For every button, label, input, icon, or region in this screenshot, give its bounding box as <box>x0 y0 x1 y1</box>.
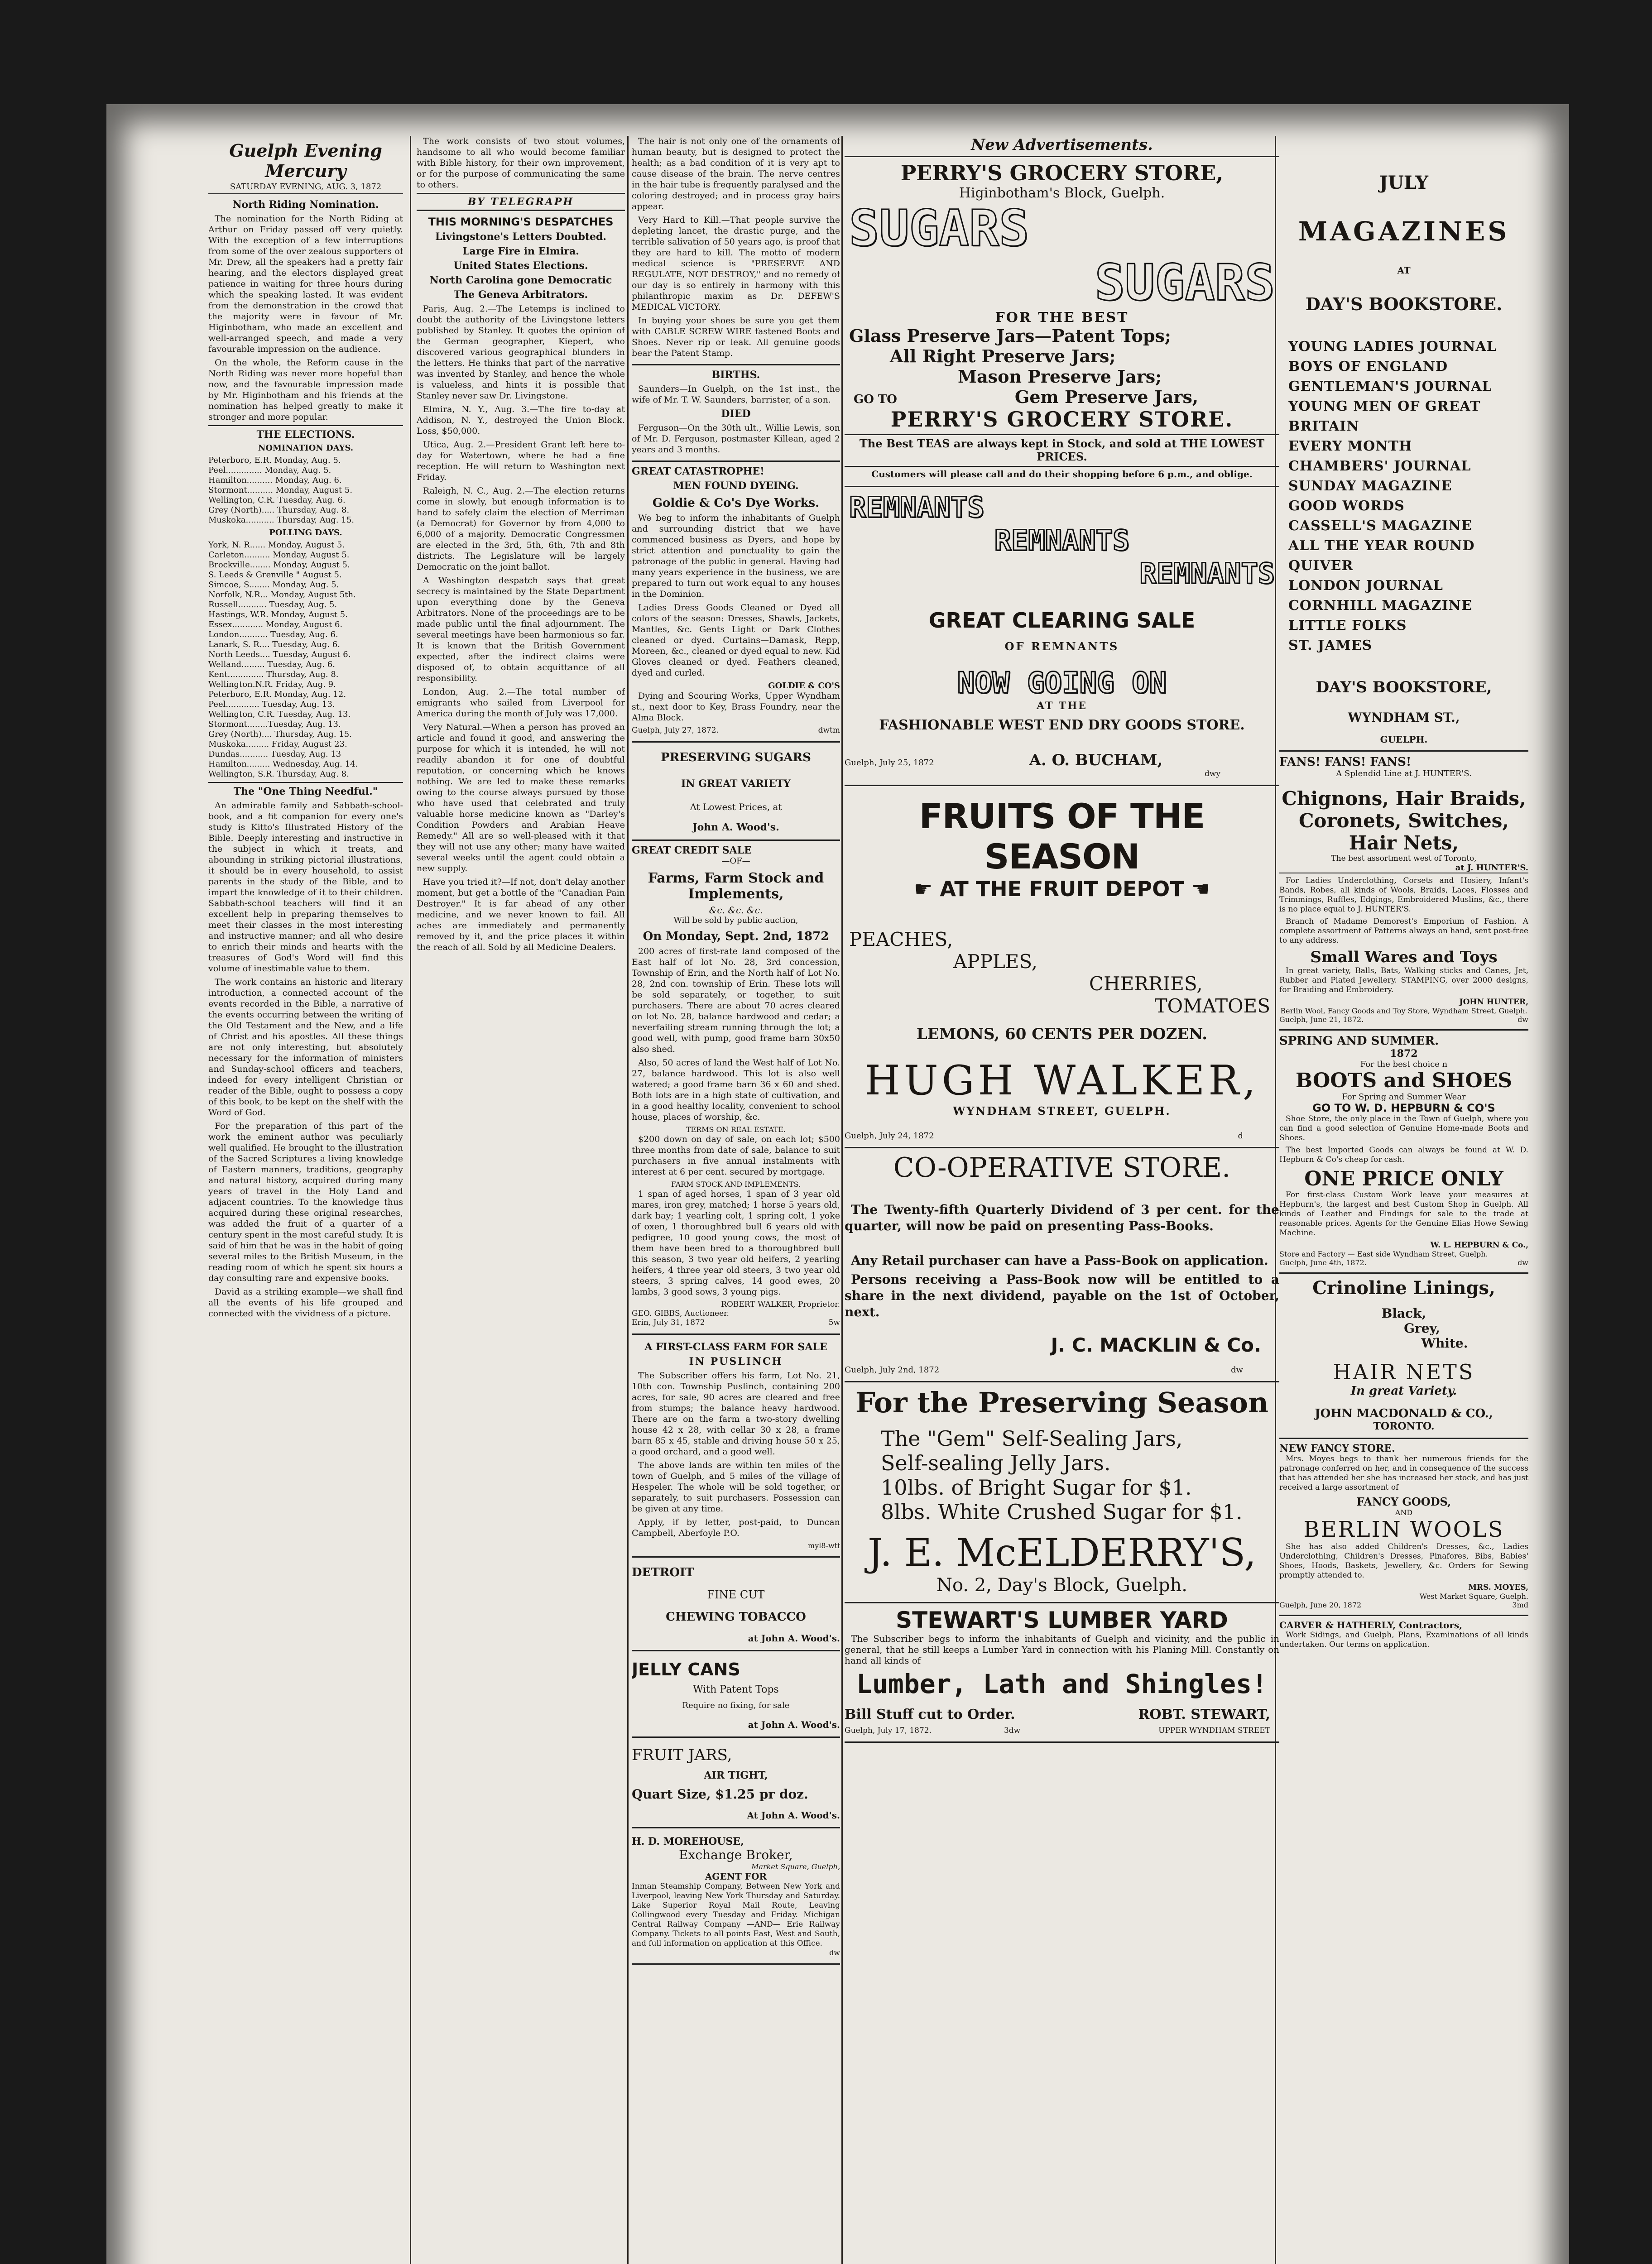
elections-heading: THE ELECTIONS. <box>208 425 403 441</box>
credit-terms: TERMS ON REAL ESTATE. <box>686 1125 786 1134</box>
hunter-address: Berlin Wool, Fancy Goods and Toy Store, Wyndham Street, Guelph. <box>1280 1007 1527 1015</box>
moyes-code: 3md <box>1512 1601 1528 1609</box>
nomination-day-item: Peel.............. Monday, Aug. 5. <box>208 465 331 475</box>
polling-day-item: North Leeds.... Tuesday, August 6. <box>208 650 351 659</box>
credit-farms: Farms, Farm Stock and Implements, <box>648 870 824 902</box>
stewart-heading: STEWART'S LUMBER YARD <box>896 1607 1228 1633</box>
going-on: NOW GOING ON <box>957 667 1167 700</box>
death-notice: Ferguson—On the 30th ult., Willie Lewis, son of Mr. D. Ferguson, postmaster Killean, aged 2 years and 3 months. <box>632 423 840 455</box>
cherries: CHERRIES, <box>1089 973 1203 995</box>
right-jars: All Right Preserve Jars; <box>890 346 1116 366</box>
credit-paragraph: $200 down on day of sale, on each lot; $500 three months from date of sale, balance to suit purchasers in five annual instalments with interest at 6 per cent. secured by mortgage. <box>632 1134 840 1177</box>
moyes-ad <box>1279 1438 1528 1609</box>
gem-jars: Gem Preserve Jars, <box>1014 387 1199 407</box>
jars-size: Quart Size, $1.25 pr doz. <box>632 1787 808 1802</box>
birth-notice: Saunders—In Guelph, on the 1st inst., the wife of Mr. T. W. Saunders, barrister, of a son. <box>632 384 840 405</box>
moyes-signature: MRS. MOYES, <box>1468 1583 1528 1592</box>
credit-heading: GREAT CREDIT SALE <box>632 844 752 856</box>
jelly-jars-line: Self-sealing Jelly Jars. <box>881 1451 1111 1475</box>
clearing-sale: GREAT CLEARING SALE <box>928 608 1196 633</box>
magazine-item: LITTLE FOLKS <box>1288 618 1407 633</box>
fruits-ad <box>845 786 1279 1148</box>
sugars-ad <box>632 743 840 841</box>
jelly-tops: With Patent Tops <box>693 1684 779 1695</box>
grey: Grey, <box>1404 1321 1440 1336</box>
toronto: TORONTO. <box>1373 1420 1435 1432</box>
polling-day-item: Hamilton......... Wednesday, Aug. 14. <box>208 759 358 769</box>
coop-heading: CO-OPERATIVE STORE. <box>893 1152 1231 1184</box>
nomination-day-item: Peterboro, E.R. Monday, Aug. 5. <box>208 456 341 465</box>
fans-line: A Splendid Line at J. HUNTER'S. <box>1336 769 1472 778</box>
polling-day-item: Grey (North).... Thursday, Aug. 15. <box>208 729 352 739</box>
nomination-days-list <box>208 456 403 525</box>
news-paragraph: Have you tried it?—If not, don't delay another moment, but get a bottle of the "Canadian Pain Destroyer." It is far ahead of any other medicine, and we never known to fail. All aches are immediately and permanently removed by it, and the price places it within the reach of all. Sold by all Medicine Dealers. <box>417 877 625 952</box>
needful-paragraph: David as a striking example—we shall find all the events of his life grouped and connected with the vividness of a picture. <box>208 1287 403 1319</box>
polling-days-list <box>208 540 403 779</box>
morehouse-name: H. D. MOREHOUSE, <box>632 1836 744 1847</box>
polling-day-item: Peterboro, E.R. Monday, Aug. 12. <box>208 690 346 699</box>
births-heading: BIRTHS. <box>632 364 840 381</box>
column-rule <box>410 136 411 2264</box>
lemons: LEMONS, 60 CENTS PER DOZEN. <box>916 1025 1208 1043</box>
preserving-ad <box>845 1382 1279 1603</box>
macklin-date: Guelph, July 2nd, 1872 <box>845 1365 940 1375</box>
for-the-best: FOR THE BEST <box>995 310 1129 326</box>
magazines-heading: MAGAZINES <box>1298 216 1510 247</box>
magazine-list <box>1279 337 1528 656</box>
morehouse-place: Market Square, Guelph, <box>751 1862 840 1871</box>
credit-code: 5w <box>828 1318 840 1327</box>
magazine-item: GOOD WORDS <box>1288 498 1405 514</box>
news-paragraph: Elmira, N. Y., Aug. 3.—The fire to-day at Addison, N. Y., destroyed the Union Block. Loss, $50,000. <box>417 404 625 436</box>
polling-day-item: S. Leeds & Grenville " August 5. <box>208 570 342 580</box>
stewart-signature: ROBT. STEWART, <box>1138 1707 1270 1722</box>
of-remnants: OF REMNANTS <box>1004 640 1119 653</box>
polling-day-item: York, N. R...... Monday, August 5. <box>208 540 345 550</box>
berlin-wools: BERLIN WOOLS <box>1303 1517 1504 1542</box>
crushed-sugar-line: 8lbs. White Crushed Sugar for $1. <box>881 1500 1243 1524</box>
moyes-address: West Market Square, Guelph. <box>1419 1592 1528 1601</box>
hepburn-code: dw <box>1518 1258 1528 1267</box>
column-4 <box>845 136 1279 1743</box>
detroit-d: DETROIT <box>632 1566 694 1579</box>
bucham-name: A. O. BUCHAM, <box>1029 751 1163 769</box>
at-the: AT THE <box>1037 700 1087 712</box>
magazine-item: CASSELL'S MAGAZINE <box>1288 518 1472 534</box>
go-to: GO TO <box>854 393 897 406</box>
stewart-date: Guelph, July 17, 1872. <box>845 1726 932 1735</box>
sugars-prices: At Lowest Prices, at <box>690 801 782 812</box>
headline: Livingstone's Letters Doubted. <box>435 231 607 243</box>
sugars-wood: John A. Wood's. <box>692 821 779 833</box>
farm-place: IN PUSLINCH <box>689 1356 783 1367</box>
polling-day-item: Kent.............. Thursday, Aug. 8. <box>208 670 339 679</box>
magazines-at: AT <box>1397 265 1411 276</box>
nomination-day-item: Hamilton.......... Monday, Aug. 6. <box>208 475 342 485</box>
farm-apply: Apply, if by letter, post-paid, to Duncan Campbell, Aberfoyle P.O. <box>632 1517 840 1538</box>
at-hunter: at J. HUNTER'S. <box>1455 863 1528 873</box>
macklin-code: dw <box>1231 1365 1243 1375</box>
column-5 <box>1279 136 1528 1652</box>
jars-air: AIR TIGHT, <box>704 1770 768 1781</box>
goldie-date: Guelph, July 27, 1872. <box>632 726 719 735</box>
fancy-goods: FANCY GOODS, <box>1356 1495 1451 1508</box>
jelly-heading: JELLY CANS <box>632 1660 740 1679</box>
magazine-item: LONDON JOURNAL <box>1288 578 1443 594</box>
coop-paragraph: The Twenty-fifth Quarterly Dividend of 3 per cent. for the quarter, will now be paid on presenting Pass-Books. <box>845 1202 1279 1233</box>
news-paragraph: London, Aug. 2.—The total number of emigrants who sailed from Liverpool for America during the month of July was 17,000. <box>417 687 625 719</box>
macklin-name: J. C. MACKLIN & Co. <box>1051 1334 1261 1356</box>
polling-day-item: Wellington, S.R. Thursday, Aug. 8. <box>208 769 349 779</box>
farm-sale-ad <box>632 1335 840 1558</box>
july-heading: JULY <box>1379 172 1428 193</box>
catastrophe-heading: GREAT CATASTROPHE! <box>632 465 764 477</box>
best-assortment: The best assortment west of Toronto, <box>1331 854 1477 863</box>
polling-day-item: Muskoka......... Friday, August 23. <box>208 739 347 749</box>
tomatoes: TOMATOES <box>1154 995 1270 1017</box>
bucham-code: dwy <box>1204 769 1220 778</box>
berlin-paragraph: She has also added Children's Dresses, &c., Ladies Underclothing, Children's Dresses, Pinafores, Bibs, Babies' Shoes, Hoods, Baskets, Jewellery, &c. Orders for Sewing promptly attended to. <box>1279 1542 1528 1580</box>
polling-day-item: Welland......... Tuesday, Aug. 6. <box>208 660 335 669</box>
farm-code: myl8-wtf <box>808 1541 840 1550</box>
lumber-line: Lumber, Lath and Shingles! <box>856 1669 1268 1699</box>
coronets: Coronets, Switches, <box>1298 810 1509 832</box>
nomination-day-item: Muskoka........... Thursday, Aug. 15. <box>208 515 354 525</box>
credit-paragraph: 1 span of aged horses, 1 span of 3 year old mares, iron grey, matched; 1 horse 5 years old, dark bay; 1 yearling colt, 1 spring colt, 1 yoke of oxen, 1 thoroughbred bull 6 years old with pedigree, 10 good young cows, the most of them have been bred to a thoroughbred bull this season, 3 two year old heifers, 2 yearling heifers, 4 three year old steers, 3 two year old steers, 3 spring calves, 14 good ewes, 20 lambs, 3 good sows, 3 young pigs. <box>632 1189 840 1297</box>
kill-paragraph: Very Hard to Kill.—That people survive the depleting lancet, the drastic purge, and the terrible salivation of 50 years ago, is proof that they are hard to kill. The motto of modern medical science is "PRESERVE AND REGULATE, NOT DESTROY," and no remedy of our day is so entirely in harmony with this philanthropic maxim as Dr. DEFEW'S MEDICAL VICTORY. <box>632 215 840 312</box>
walker-name: HUGH WALKER, <box>864 1057 1259 1104</box>
sugars-variety: IN GREAT VARIETY <box>681 778 791 790</box>
spring-wear: For Spring and Summer Wear <box>1342 1092 1466 1102</box>
magazine-item: CORNHILL MAGAZINE <box>1288 598 1472 614</box>
polling-day-item: Wellington, C.R. Tuesday, Aug. 13. <box>208 710 351 719</box>
despatches-heading: THIS MORNING'S DESPATCHES <box>428 216 614 228</box>
headline: The Geneva Arbitrators. <box>453 289 588 301</box>
days-bookstore-2: DAY'S BOOKSTORE, <box>1316 678 1492 696</box>
polling-day-item: Simcoe, S........ Monday, Aug. 5. <box>208 580 339 590</box>
remnants-title: REMNANTS <box>1139 557 1275 590</box>
goldie-paragraph: Ladies Dress Goods Cleaned or Dyed all colors of the season: Dresses, Shawls, Jackets, Mantles, &c. Gents Light or Dark Clothes cleaned or dyed. Curtains—Damask, Repp, Moreen, &c., cleaned or dyed equal to new. Kid Gloves cleaned or dyed. Feathers cleaned, dyed and curled. <box>632 603 840 678</box>
credit-auction: Will be sold by public auction, <box>673 916 798 925</box>
spring-year: 1872 <box>1390 1048 1418 1060</box>
needful-paragraph: An admirable family and Sabbath-school-book, and a fit companion for every one's study is Kitto's Illustrated History of the Bible. Deeply interesting and instructive in the subject in which it treats, and abounding in striking pictorial illustrations, it should be in every household, to assist parents in the study of the Bible, and to impart the knowledge of it to their children. Sabbath-school teachers will find it an excellent help in preparing themselves to meet their classes in the most interesting and instructive manner; and all who desire to enrich their minds and hearts with the treasures of God's Word will find this volume of inestimable value to them. <box>208 801 403 974</box>
column-1 <box>208 136 403 1322</box>
crinoline-ad <box>1279 1272 1528 1432</box>
apples: APPLES, <box>953 950 1038 973</box>
news-paragraph: A Washington despatch says that great secrecy is maintained by the State Department upon everything done by the Geneva Arbitrators. None of the proceedings are to be made public until the final adjournment. The several meetings have been harmonious so far. It is known that the British Government expected, after the indirect claims were disposed of, to obtain acquittance of all responsibility. <box>417 576 625 683</box>
credit-or: —OF— <box>721 856 750 866</box>
credit-etc: &c. &c. &c. <box>709 905 763 916</box>
jars-wood: At John A. Wood's. <box>747 1810 840 1821</box>
coop-paragraph: Any Retail purchaser can have a Pass-Book on application. <box>851 1253 1268 1268</box>
moyes-paragraph: Mrs. Moyes begs to thank her numerous friends for the patronage conferred on her, and in consequence of the success that has attended her she has increased her stock, and has just received a large assortment of <box>1279 1454 1528 1492</box>
moyes-date: Guelph, June 20, 1872 <box>1279 1601 1362 1609</box>
detroit-fine: FINE CUT <box>707 1588 765 1601</box>
detroit-ad <box>632 1558 840 1651</box>
jars-ad <box>632 1738 840 1828</box>
hand-pointer-icon: ☛ <box>914 877 933 901</box>
morehouse-code: dw <box>829 1948 840 1957</box>
guelph: GUELPH. <box>1380 734 1428 745</box>
sugars-title: SUGARS <box>1095 254 1275 312</box>
needful-paragraph: For the preparation of this part of the work the eminent author was peculiarly well qualified. He brought to the illustration of the Sacred Scriptures a living knowledge of Eastern manners, traditions, geography and natural history, acquired during many years of travel in the Holy Land and adjacent countries. To the knowledge thus acquired during these original researches, was added the fruit of a quarter of a century spent in the most careful study. It is said of him that he was in the habit of going several miles to the British Museum, in the reading room of which he spent six hours a day consulting rare and expensive books. <box>208 1121 403 1283</box>
masthead-date: SATURDAY EVENING, AUG. 3, 1872 <box>208 182 403 194</box>
polling-day-item: Stormont........Tuesday, Aug. 13. <box>208 719 341 729</box>
magazine-item: SUNDAY MAGAZINE <box>1288 478 1452 494</box>
goto-hepburn: GO TO W. D. HEPBURN & CO'S <box>1312 1102 1495 1114</box>
magazine-item: QUIVER <box>1288 558 1354 574</box>
perry-ad <box>845 157 1279 487</box>
chignons: Chignons, Hair Braids, <box>1282 787 1526 810</box>
bill-stuff: Bill Stuff cut to Order. <box>845 1707 1015 1722</box>
column-rule <box>627 136 629 2264</box>
detroit-tobacco: CHEWING TOBACCO <box>666 1610 806 1624</box>
teas-line: The Best TEAS are always kept in Stock, and sold at THE LOWEST PRICES. <box>845 434 1279 463</box>
jars-heading: FRUIT JARS, <box>632 1746 732 1764</box>
polling-day-item: Dundas........... Tuesday, Aug. 13 <box>208 749 341 759</box>
goldie-paragraph: We beg to inform the inhabitants of Guelph and surrounding district that we have commenced business as Dyers, and hope by strict attention and punctuality to gain the patronage of the public in general. Having had many years experience in the business, we are prepared to turn out work equal to any houses in the Dominion. <box>632 513 840 599</box>
nomination-day-item: Wellington, C.R. Tuesday, Aug. 6. <box>208 495 346 505</box>
column-rule <box>841 136 843 2264</box>
polling-day-item: London........... Tuesday, Aug. 6. <box>208 630 338 639</box>
carver-heading: CARVER & HATHERLY, Contractors, <box>1279 1620 1463 1631</box>
credit-paragraph: Also, 50 acres of land the West half of Lot No. 27, balance hardwood. This lot is also well watered; a good frame barn 36 x 60 and shed. Both lots are in a high state of cultivation, and in a good healthy locality, convenient to school house, places of worship, &c. <box>632 1058 840 1122</box>
ladies-paragraph: For Ladies Underclothing, Corsets and Hosiery, Infant's Bands, Robes, all kinds of Wools, Braids, Laces, Flosses and Trimmings, Ruffles, Edgings, Embroidered Muslins, &c., there is no place equal to J. HUNTER'S. <box>1279 873 1528 914</box>
needful-paragraph: The work contains an historic and literary introduction, a connected account of the events recorded in the Bible, a narrative of the events occurring between the writing of the Old Testament and the New, and a life of Christ and his apostles. All these things are not only interesting, but absolutely necessary for the information of ministers and Sunday-school officers and teachers, indeed for every intelligent Christian or reader of the Bible, ought to possess a copy of this book, to be kept on the shelf with the Word of God. <box>208 977 403 1118</box>
farm-heading: A FIRST-CLASS FARM FOR SALE <box>644 1341 827 1353</box>
needful-heading: The "One Thing Needful." <box>208 782 403 797</box>
remnants-title: REMNANTS <box>849 491 984 524</box>
fans-heading: FANS! FANS! FANS! <box>1279 755 1412 769</box>
nomination-day-item: Stormont.......... Monday, August 5. <box>208 485 353 495</box>
crinoline-heading: Crinoline Linings, <box>1312 1277 1495 1299</box>
farm-paragraph: The above lands are within ten miles of the town of Guelph, and 5 miles of the village of Hespeler. The whole will be sold together, or separately, to suit purchasers. Possession can be given at any time. <box>632 1460 840 1514</box>
customers-line: Customers will please call and do their shopping before 6 p.m., and oblige. <box>845 466 1279 480</box>
walker-street: WYNDHAM STREET, GUELPH. <box>953 1104 1171 1118</box>
headline: United States Elections. <box>453 260 588 272</box>
magazine-item: YOUNG LADIES JOURNAL <box>1288 339 1497 355</box>
macdonald: JOHN MACDONALD & CO., <box>1315 1407 1493 1420</box>
hunter-date: Guelph, June 21, 1872. <box>1279 1015 1364 1024</box>
magazine-item: GENTLEMAN'S JOURNAL <box>1288 379 1492 394</box>
morehouse-paragraph: Inman Steamship Company, Between New York and Liverpool, leaving New York Thursday and Saturday. Lake Superior Royal Mail Route, Leaving Collingwood every Tuesday and Friday. Michigan Central Railway Company —AND— Erie Railway Company. Tickets to all points East, West and South, and full information on application at this Office. <box>632 1882 840 1948</box>
credit-stock: FARM STOCK AND IMPLEMENTS. <box>671 1180 801 1189</box>
shoe-paragraph: Shoe Store, the only place in the Town of Guelph, where you can find a good selection of Genuine Home-made Boots and Shoes. <box>1279 1114 1528 1142</box>
hair-paragraph: The hair is not only one of the ornaments of human beauty, but is designed to protect the health; as a bad condition of it is very apt to cause disease of the brain. The nerve centres in the hair tube is frequently paralysed and the coloring destroyed; and in process gray hairs appear. <box>632 136 840 211</box>
custom-paragraph: For first-class Custom Work leave your measures at Hepburn's, the largest and best Custom Shop in Guelph. All kinds of Leather and Findings for sale to the trade at reasonable prices. Agents for the Genuine Elias Howe Sewing Machine. <box>1279 1190 1528 1238</box>
fruits-title: FRUITS OF THE SEASON <box>919 796 1205 877</box>
coop-paragraph: Persons receiving a Pass-Book now will be entitled to a share in the next dividend, payable on the 1st of October, next. <box>845 1272 1279 1319</box>
detroit-wood: at John A. Wood's. <box>748 1633 840 1644</box>
magazine-item: EVERY MONTH <box>1288 438 1412 454</box>
carver-ad <box>1279 1615 1528 1650</box>
hepburn-address: Store and Factory — East side Wyndham Street, Guelph. <box>1279 1250 1488 1258</box>
masthead-title: Guelph Evening Mercury <box>229 140 382 181</box>
goldie-code: dwtm <box>818 726 840 735</box>
fruit-depot: AT THE FRUIT DEPOT <box>940 877 1184 901</box>
bright-sugar-line: 10lbs. of Bright Sugar for $1. <box>881 1475 1192 1500</box>
wyndham-street: WYNDHAM ST., <box>1348 710 1460 725</box>
sugars-title: SUGARS <box>849 199 1029 257</box>
farm-paragraph: The Subscriber offers his farm, Lot No. 21, 10th con. Township Puslinch, containing 200 acres, for sale, 90 acres are cleared and free from stumps; the balance heavy hardwood. There are on the farm a two-story dwelling house 42 x 28, with cellar 30 x 28, a frame barn 85 x 45, stable and driving house 50 x 25, a good orchard, and a good well. <box>632 1371 840 1457</box>
hair-nets: Hair Nets, <box>1349 832 1459 854</box>
hand-pointer-icon: ☚ <box>1191 877 1210 901</box>
sugars-heading: PRESERVING SUGARS <box>661 751 811 764</box>
credit-date2: Erin, July 31, 1872 <box>632 1318 705 1327</box>
intro-paragraph: The work consists of two stout volumes, handsome to all who would become familiar with Bible history, for their own improvement, or for the purpose of communicating the same to others. <box>417 136 625 190</box>
polling-day-item: Lanark, S. R.... Tuesday, Aug. 6. <box>208 640 340 649</box>
days-bookstore: DAY'S BOOKSTORE. <box>1305 294 1503 314</box>
polling-day-item: Brockville........ Monday, August 5. <box>208 560 350 570</box>
polling-day-item: Wellington.N.R. Friday, Aug. 9. <box>208 680 336 689</box>
headline: North Carolina gone Democratic <box>429 274 612 286</box>
fashion-store: FASHIONABLE WEST END DRY GOODS STORE. <box>879 717 1245 733</box>
credit-auctioneer: GEO. GIBBS, Auctioneer. <box>632 1309 729 1318</box>
column-3 <box>632 136 840 1965</box>
goldie-address: Dying and Scouring Works, Upper Wyndham st., next door to Key, Brass Foundry, near the Alma Block. <box>632 691 840 723</box>
melderry-block: No. 2, Day's Block, Guelph. <box>936 1575 1188 1596</box>
polling-days-heading: POLLING DAYS. <box>269 528 342 537</box>
remnants-ad <box>845 487 1279 786</box>
perry-heading: PERRY'S GROCERY STORE, <box>900 161 1224 185</box>
credit-signature: ROBERT WALKER, Proprietor. <box>721 1300 840 1309</box>
new-ads-heading: New Advertisements. <box>845 136 1279 157</box>
small-wares: Small Wares and Toys <box>1310 948 1498 966</box>
one-price: ONE PRICE ONLY <box>1304 1167 1503 1190</box>
walker-code: d <box>1238 1131 1243 1141</box>
magazine-item: ALL THE YEAR ROUND <box>1288 538 1475 554</box>
coop-ad <box>845 1148 1279 1382</box>
melderry-name: J. E. McELDERRY'S, <box>868 1530 1256 1575</box>
hunter-code: dw <box>1518 1015 1528 1024</box>
stewart-paragraph: The Subscriber begs to inform the inhabitants of Guelph and vicinity, and the public in general, that he still keeps a Lumber Yard in connection with his Planing Mill. Constantly on hand all kinds of <box>845 1633 1279 1666</box>
hepburn-signature: W. L. HEPBURN & Co., <box>1430 1241 1528 1250</box>
black: Black, <box>1381 1306 1426 1321</box>
magazine-item: YOUNG MEN OF GREAT BRITAIN <box>1288 398 1481 434</box>
peaches: PEACHES, <box>849 928 953 950</box>
stewart-code: 3dw <box>1004 1726 1021 1735</box>
glass-jars: Glass Preserve Jars—Patent Tops; <box>849 326 1171 346</box>
nomination-paragraph: On the whole, the Reform cause in the North Riding was never more hopeful than now, and the favourable impression made by Mr. Higinbotham and his friends at the nomination has helped greatly to make it stronger and more popular. <box>208 358 403 422</box>
jelly-ad <box>632 1651 840 1738</box>
hepburn-ad <box>1279 1029 1528 1267</box>
stewart-ad <box>845 1603 1279 1743</box>
great-variety: In great Variety. <box>1350 1384 1457 1398</box>
walker-date: Guelph, July 24, 1872 <box>845 1131 934 1141</box>
news-paragraph: Raleigh, N. C., Aug. 2.—The election returns come in slowly, but enough information is to hand to safely claim the election of Merriman (a Democrat) for Governor by from 4,000 to 6,000 of a majority. Democratic Congressmen are elected in the 3rd, 5th, 6th, 7th and 8th districts. The Legislature will be largely Democratic on the joint ballot. <box>417 486 625 572</box>
nomination-days-heading: NOMINATION DAYS. <box>258 443 354 453</box>
perry-block: Higinbotham's Block, Guelph. <box>959 185 1165 201</box>
hunter-ad <box>1279 750 1528 1024</box>
magazine-item: ST. JAMES <box>1288 638 1373 653</box>
mason-jars: Mason Preserve Jars; <box>958 366 1162 387</box>
jelly-wood: at John A. Wood's. <box>748 1719 840 1730</box>
boots-shoes: BOOTS and SHOES <box>1295 1069 1513 1092</box>
morehouse-ad <box>632 1828 840 1965</box>
nomination-paragraph: The nomination for the North Riding at Arthur on Friday passed off very quietly. With the exception of a few interruptions from some of the over zealous supporters of Mr. Drew, all the speakers had a pretty fair hearing, and the electors displayed great patience in waiting for three hours during which the speaking lasted. It was evident from the demonstration in the crowd that the majority were in favour of Mr. Higinbotham, who made an excellent and well-arranged speech, and made a very favourable impression on the audience. <box>208 214 403 354</box>
spring-heading: SPRING AND SUMMER. <box>1279 1034 1439 1048</box>
column-2 <box>417 136 625 955</box>
stewart-street: UPPER WYNDHAM STREET <box>1158 1726 1270 1735</box>
demorest-paragraph: Branch of Madame Demorest's Emporium of Fashion. A complete assortment of Patterns always on hand, sent post-free to any address. <box>1279 917 1528 945</box>
magazine-item: CHAMBERS' JOURNAL <box>1288 458 1471 474</box>
polling-day-item: Peel............. Tuesday, Aug. 13. <box>208 700 335 709</box>
goldie-heading: Goldie & Co's Dye Works. <box>652 496 820 510</box>
nomination-heading: North Riding Nomination. <box>232 199 379 211</box>
polling-day-item: Carleton.......... Monday, August 5. <box>208 550 350 560</box>
news-paragraph: Utica, Aug. 2.—President Grant left here to-day for Watertown, where he had a fine reception. He will return to Washington next Friday. <box>417 440 625 482</box>
imported-paragraph: The best Imported Goods can always be found at W. D. Hepburn & Co's cheap for cash. <box>1279 1146 1528 1164</box>
credit-date: On Monday, Sept. 2nd, 1872 <box>643 930 829 943</box>
jelly-req: Require no fixing, for sale <box>682 1701 790 1710</box>
credit-paragraph: 200 acres of first-rate land composed of the East half of lot No. 28, 3rd concession, Township of Erin, and the North half of Lot No. 28, 2nd con. township of Erin. These lots will be sold separately, or together, to suit purchasers. There are about 70 acres cleared on lot No. 28, balance hardwood and cedar; a neverfailing stream running through the lot; a good well, with pump, good frame barn 30x50 also shed. <box>632 946 840 1054</box>
goldie-signature: GOLDIE & CO'S <box>768 681 840 691</box>
preserving-heading: For the Preserving Season <box>855 1386 1269 1419</box>
hunter-signature: JOHN HUNTER, <box>1459 998 1528 1007</box>
goldie-ad <box>632 460 840 743</box>
fancy-store: NEW FANCY STORE. <box>1279 1443 1395 1454</box>
credit-sale-ad <box>632 841 840 1335</box>
polling-day-item: Russell........... Tuesday, Aug. 5. <box>208 600 337 609</box>
died-heading: DIED <box>721 408 751 420</box>
nomination-day-item: Grey (North)..... Thursday, Aug. 8. <box>208 505 350 515</box>
cable-paragraph: In buying your shoes be sure you get them with CABLE SCREW WIRE fastened Boots and Shoes. Never rip or leak. All genuine goods bear the Patent Stamp. <box>632 316 840 358</box>
small-wares-paragraph: In great variety, Balls, Bats, Walking sticks and Canes, Jet, Rubber and Plated Jewellery. STAMPING, over 2000 designs, for Braiding and Embroidery. <box>1279 966 1528 994</box>
best-choice: For the best choice n <box>1360 1060 1448 1069</box>
perry-store: PERRY'S GROCERY STORE. <box>890 407 1234 432</box>
hair-nets-heading: HAIR NETS <box>1333 1360 1475 1384</box>
news-paragraph: Very Natural.—When a person has proved an article and found it good, and answering the purpose for which it is intended, he will not readily abandon it for one of doubtful reputation, or concerning which he knows nothing. We are led to make these remarks owing to the course always pursued by those who have used that celebrated and truly valuable horse medicine known as "Darley's Condition Powders and Arabian Heave Remedy." All are so well-pleased with it that they will not use any other; many have waited several weeks until the agent could obtain a new supply. <box>417 722 625 873</box>
hepburn-date: Guelph, June 4th, 1872. <box>1279 1258 1367 1267</box>
morehouse-title: Exchange Broker, <box>679 1847 793 1862</box>
and: AND <box>1395 1508 1413 1517</box>
morehouse-agent: AGENT FOR <box>705 1871 767 1882</box>
headline: Large Fire in Elmira. <box>462 245 579 257</box>
polling-day-item: Norfolk, N.R... Monday, August 5th. <box>208 590 356 600</box>
news-paragraph: Paris, Aug. 2.—The Letemps is inclined to doubt the authority of the Livingstone letters published by Stanley. It quotes the opinion of the German geographer, Kiepert, who discovered various geographical blunders in the letters. He thinks that part of the narrative was invented by Stanley, and hence the whole is valueless, and hints it is possible that Stanley never saw Dr. Livingstone. <box>417 304 625 401</box>
dyeing-heading: MEN FOUND DYEING. <box>673 480 799 492</box>
white: White. <box>1421 1336 1468 1351</box>
polling-day-item: Essex............ Monday, August 6. <box>208 620 343 629</box>
telegraph-heading: BY TELEGRAPH <box>417 193 625 211</box>
remnants-title: REMNANTS <box>994 524 1130 557</box>
magazine-item: BOYS OF ENGLAND <box>1288 359 1448 374</box>
carver-paragraph: Work Sidings, and Guelph, Plans, Examinations of all kinds undertaken. Our terms on application. <box>1279 1631 1528 1649</box>
bucham-date: Guelph, July 25, 1872 <box>845 758 934 767</box>
gem-jars-line: The "Gem" Self-Sealing Jars, <box>881 1426 1183 1451</box>
polling-day-item: Hastings, W.R. Monday, August 5. <box>208 610 348 619</box>
